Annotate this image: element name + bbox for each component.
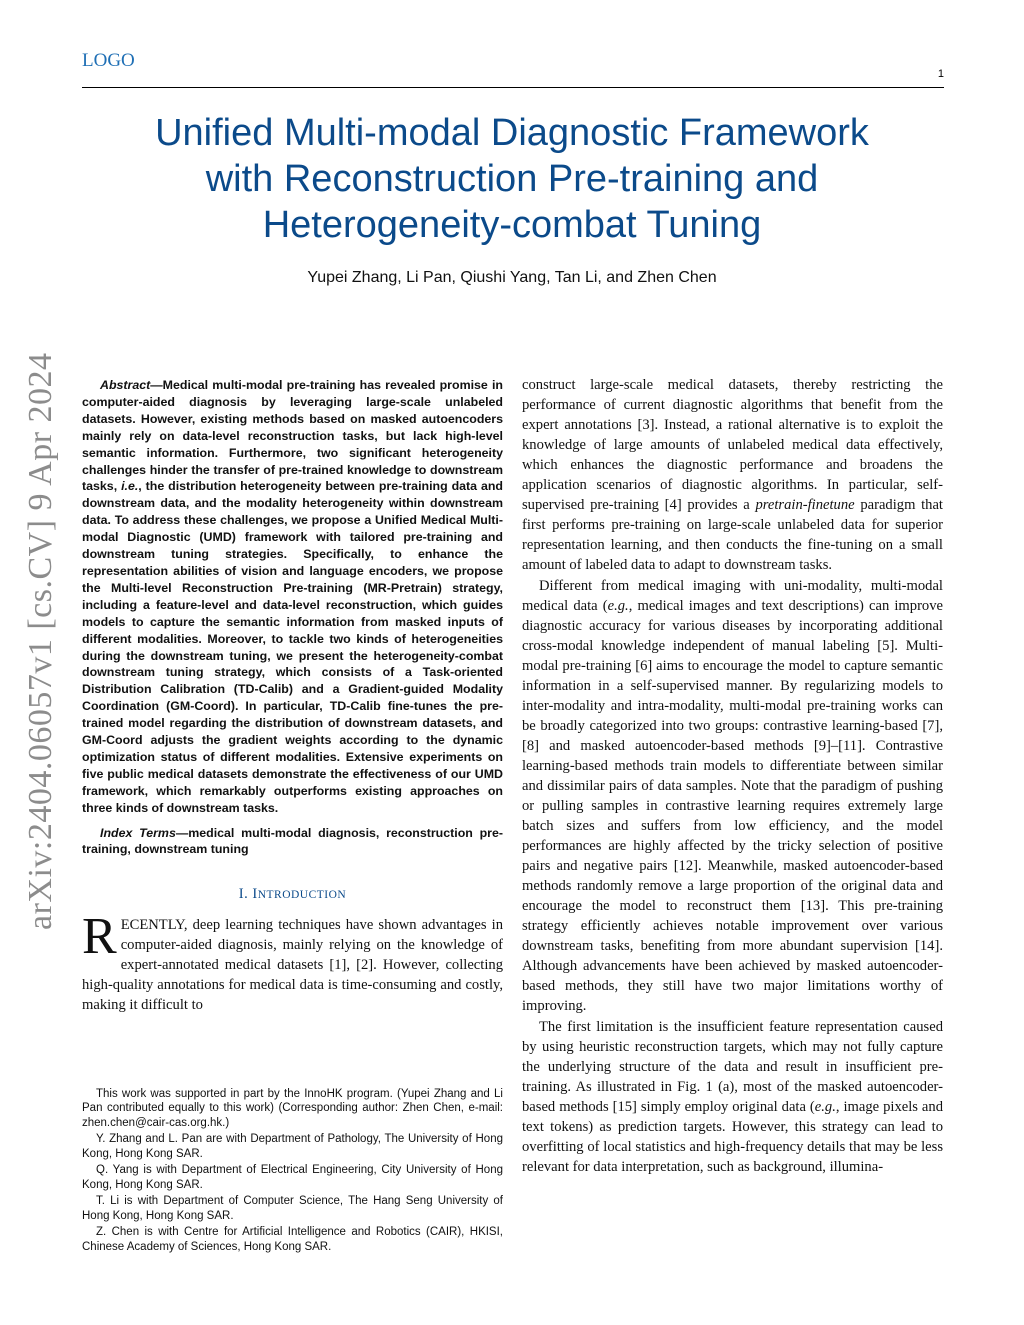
author-list: Yupei Zhang, Li Pan, Qiushi Yang, Tan Li, and Zhen Chen [307,269,717,286]
right-column [522,375,943,1177]
header-rule [82,87,944,88]
abstract-text: Medical multi-modal pre-training has revealed promise in computer-aided diagnosis by leveraging large-scale unlabeled datasets. However, existing methods based on masked autoencoders mainly rely on data-level reconstruction tasks, but lack high-level semantic information. Furthermore, two significant heterogeneity challenges hinder the transfer of pre-trained knowledge to downstream tasks, [82,378,503,494]
footnote: Y. Zhang and L. Pan are with Department of Pathology, The University of Hong Kong, Hong Kong SAR. [82,1133,503,1160]
index-terms: Index Terms—medical multi-modal diagnosis, reconstruction pre-training, downstream tuning [82,825,503,857]
body-paragraph: Different from medical imaging with uni-modality, multi-modal medical data (e.g., medical images and text descriptions) can improve diagnostic accuracy for various diseases by incorporating additional cross-modal knowledge independent of manual labeling [5]. Multi-modal pre-training [6] aims to encourage the model to capture semantic information in a self-supervised manner. By regularizing models to inter-modality and intra-modality, multi-modal pre-training works can be broadly categorized into two groups: contrastive learning-based [7], [8] and masked autoencoder-based methods [9]–[11]. Contrastive learning-based methods train models to differentiate between similar and dissimilar pairs of data samples. Note that the paradigm of pushing or pulling samples in contrastive learning requires extremely large batch sizes and suffers from low efficiency, and the model performances are highly affected by the tricky selection of positive pairs and negative pairs [12]. Meanwhile, masked autoencoder-based methods randomly remove a large proportion of the original data and encourage the model to reconstruct them [13]. This pre-training strategy efficiently achieves notable improvement over various downstream tasks, benefiting from more abundant supervision [14]. Although advancements have been achieved by masked autoencoder-based methods, they still have two major limitations worthy of improving. [522,578,943,1014]
body-paragraph: The first limitation is the insufficient feature representation caused by using heuristic reconstruction targets, which may not fully capture the underlying structure of the data and result in insufficient pre-training. As illustrated in Fig. 1 (a), most of the masked autoencoder-based methods [15] simply employ original data (e.g., image pixels and text tokens) as prediction targets. However, this strategy can lead to overfitting of local statistics and high-frequency details that may be less relevant for data interpretation, such as background, illumina- [522,1019,943,1175]
paper-title [80,110,944,248]
footnote: Q. Yang is with Department of Electrical Engineering, City University of Hong Kong, Hong Kong SAR. [82,1164,503,1191]
footnote: This work was supported in part by the InnoHK program. (Yupei Zhang and Li Pan contributed equally to this work) (Corresponding author: Zhen Chen, e-mail: zhen.chen@cair-cas.org.hk.) [82,1088,503,1129]
index-terms-label: Index Terms [100,825,176,840]
intro-paragraph [82,908,503,1015]
abstract: Abstract—Medical multi-modal pre-training has revealed promise in computer-aided diagnosis by leveraging large-scale unlabeled datasets. However, existing methods based on masked autoencoders mainly rely on data-level reconstruction tasks, but lack high-level semantic information. Furthermore, two significant heterogeneity challenges hinder the transfer of pre-trained knowledge to downstream tasks, i.e., the distribution heterogeneity between pre-training data and downstream data, and the modality heterogeneity within downstream data. To address these challenges, we propose a Unified Medical Multi-modal Diagnostic (UMD) framework with tailored pre-training and downstream tuning strategies. Specifically, to enhance the representation abilities of vision and language encoders, we propose the Multi-level Reconstruction Pre-training (MR-Pretrain) strategy, including a feature-level and data-level reconstruction, which guides models to capture the semantic information from masked inputs of different modalities. Moreover, to tackle two kinds of heterogeneities during the downstream tuning, we present the heterogeneity-combat downstream tuning strategy, which consists of a Task-oriented Distribution Calibration (TD-Calib) and a Gradient-guided Modality Coordination (GM-Coord). In particular, TD-Calib fine-tunes the pre-trained model regarding the distribution of downstream datasets, and GM-Coord adjusts the gradient weights according to the dynamic optimization status of different modalities. Extensive experiments on five public medical datasets demonstrate the effectiveness of our UMD framework, which remarkably outperforms existing approaches on three kinds of downstream tasks. [82,378,503,815]
left-column [82,377,503,1015]
intro-text: ECENTLY, deep learning techniques have shown advantages in computer-aided diagnosis, mainly relying on the knowledge of expert-annotated medical datasets [1], [2]. However, collecting high-quality annotations for medical data is time-consuming and costly, making it difficult to [82,917,503,1014]
footnotes [82,1087,503,1256]
body-paragraph: construct large-scale medical datasets, thereby restricting the performance of current diagnostic algorithms that benefit from the expert annotations [3]. Instead, a rational alternative is to exploit the knowledge of large amounts of unlabeled medical data effectively, which enhances the diagnostic performance and broadens the application scenarios of diagnostic algorithms. In particular, self-supervised pre-training [4] provides a pretrain-finetune paradigm that first performs pre-training on large-scale unlabeled data for superior representation learning, and then conducts the fine-tuning on a small amount of labeled data to adapt to downstream tasks. [522,377,943,573]
title-line: Unified Multi-modal Diagnostic Framework [155,112,869,154]
title-line: Heterogeneity-combat Tuning [262,204,762,246]
index-terms-text: medical multi-modal diagnosis, reconstruction pre-training, downstream tuning [82,825,503,857]
footnote: Z. Chen is with Centre for Artificial Intelligence and Robotics (CAIR), HKISI, Chinese Academy of Sciences, Hong Kong SAR. [82,1226,503,1253]
footnote: T. Li is with Department of Computer Science, The Hang Seng University of Hong Kong, Hong Kong SAR. [82,1195,503,1222]
title-line: with Reconstruction Pre-training and [205,158,819,200]
section-heading: I. INTRODUCTION [238,886,347,903]
abstract-label: Abstract [100,378,151,392]
journal-logo: LOGO [82,50,135,71]
drop-cap: R [82,908,117,966]
arxiv-stamp: arXiv:2404.06057v1 [cs.CV] 9 Apr 2024 [22,352,59,930]
page-number: 1 [937,68,944,80]
